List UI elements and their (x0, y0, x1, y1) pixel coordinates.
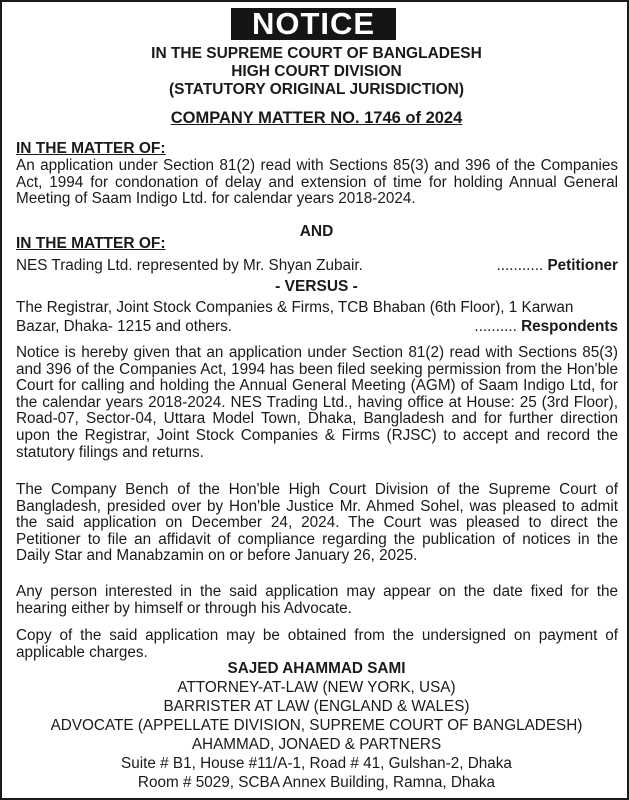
court-jurisdiction: (STATUTORY ORIGINAL JURISDICTION) (168, 81, 465, 98)
case-number: COMPANY MATTER NO. 1746 of 2024 (170, 109, 463, 127)
petitioner-tag (496, 257, 618, 275)
body-paragraph-1: Notice is hereby given that an application under Section 81(2) read with Sections 85(3) and 396 of the Companies Act, 1994 has been filed seeking permission from the Hon'ble Court for calling and holding the Annual General Meeting (AGM) of Saam Indigo Ltd, for the calendar years 2018-2024. NES Trading Ltd., having office at House: 25 (3rd Floor), Road-07, Sector-04, Uttara Model Town, Dhaka, Bangladesh and for further direction upon the Registrar, Joint Stock Companies & Firms (RJSC) to accept and record the statutory filings and returns. (16, 344, 618, 461)
signatory-address-1: Suite # B1, House #11/A-1, Road # 41, Gulshan-2, Dhaka (121, 755, 512, 772)
respondents-label: Respondents (521, 318, 618, 335)
signatory-name: SAJED AHAMMAD SAMI (227, 660, 406, 677)
court-division: HIGH COURT DIVISION (231, 63, 402, 80)
matter-text-1: An application under Section 81(2) read with Sections 85(3) and 396 of the Companies Act, 1994 for condonation of delay and extension of time for holding Annual General Meeting of Saam Indigo Ltd. for calendar years 2018-2024. (16, 157, 618, 208)
matter-heading-2: IN THE MATTER OF: (16, 235, 166, 252)
signatory-line-3: ADVOCATE (APPELLATE DIVISION, SUPREME COURT OF BANGLADESH) (50, 717, 583, 734)
signatory-line-2: BARRISTER AT LAW (ENGLAND & WALES) (163, 698, 470, 715)
matter-heading-1: IN THE MATTER OF: (16, 140, 166, 157)
versus-label: - VERSUS - (275, 278, 358, 295)
petitioner-row (16, 257, 618, 275)
body-paragraph-3: Any person interested in the said application may appear on the date fixed for the hearing either by himself or through his Advocate. (16, 583, 618, 617)
petitioner-dots: ........... (496, 257, 544, 274)
petitioner-text: NES Trading Ltd. represented by Mr. Shyan Zubair. (16, 257, 363, 274)
signatory-line-1: ATTORNEY-AT-LAW (NEW YORK, USA) (177, 679, 456, 696)
petitioner-label: Petitioner (547, 257, 618, 274)
signatory-firm: AHAMMAD, JONAED & PARTNERS (191, 736, 442, 753)
body-paragraph-2: The Company Bench of the Hon'ble High Court Division of the Supreme Court of Bangladesh, presided over by Hon'ble Justice Mr. Ahmed Sohel, was pleased to admit the said application on December 24, 2024. The Court was pleased to direct the Petitioner to file an affidavit of compliance regarding the publication of notices in the Daily Star and Manabzamin on or before January 26, 2025. (16, 481, 618, 565)
and-label: AND (299, 223, 334, 240)
respondents-line-2: Bazar, Dhaka- 1215 and others. (16, 318, 232, 335)
court-name: IN THE SUPREME COURT OF BANGLADESH (151, 45, 482, 62)
respondents-tag (474, 318, 618, 336)
body-paragraph-4: Copy of the said application may be obtained from the undersigned on payment of applicable charges. (16, 627, 618, 661)
respondents-line-1: The Registrar, Joint Stock Companies & Firms, TCB Bhaban (6th Floor), 1 Karwan (16, 299, 574, 316)
signatory-address-2: Room # 5029, SCBA Annex Building, Ramna, Dhaka (137, 774, 496, 791)
notice-title: NOTICE (231, 8, 396, 40)
respondents-dots: .......... (474, 318, 517, 335)
respondents-row (16, 318, 618, 336)
